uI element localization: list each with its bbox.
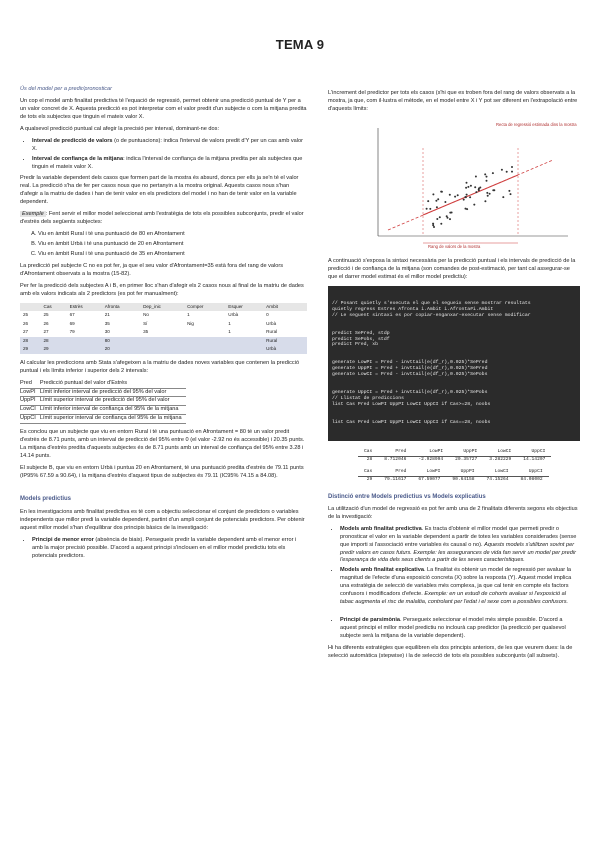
scatter-point xyxy=(449,194,451,196)
list-item: • Interval de predicció de valors (o de puntuacions): indica l'interval de valors predit d'Y per un cas amb valor X. xyxy=(32,138,307,154)
scatter-point xyxy=(475,175,477,177)
table-row: UppPI Límit superior interval de predicció del 95% del valor xyxy=(20,397,186,406)
scatter-point xyxy=(433,226,435,228)
table-row: 28 8.712046 -2.928994 20.35727 3.282229 14.14207 xyxy=(366,456,546,462)
paragraph: L'increment del predictor per tots els casos (s'hi que es troben fora del rang de valors observats a la mostra, ja que, com il·lustra el mètode, en el model entre X i Y pot ser diferent en l'extrapolació entre d'aquests límits: xyxy=(328,90,578,112)
list-item: • Models amb finalitat explicativa. La finalitat és obtenir un model de regressió per avaluar la magnitud de l'efecte d'una exposició concreta (X) sobre la resposta (Y). Aquest model implica una estratègia de selecció de variables més complexa, ja que cal tenir en compte els factors confusors i modificadors d'efecte. Exemple: en un estudi de cohorts avaluar si l'exposició al tabac augmenta el risc de malaltia, controlant per l'edat i el sexe com a possibles confusors. xyxy=(340,567,580,607)
scatter-point xyxy=(466,208,468,210)
example-paragraph: Exemple : Fent servir el millor model seleccionat amb l'estratègia de tots els possibles subconjunts, predir el valor d'estrès dels següents subjectes: xyxy=(20,211,304,226)
scatter-point xyxy=(484,173,486,175)
scatter-point xyxy=(465,187,467,189)
scatter-point xyxy=(427,200,429,202)
scatter-point xyxy=(484,200,486,202)
table-row: Pred Predicció puntual del valor d'Estrès xyxy=(20,380,186,388)
scatter-point xyxy=(429,208,431,210)
paragraph: Predir la variable dependent dels casos que formen part de la mostra és absurd, doncs per ells ja se'n té el valor real. La predicció s'ha de fer per casos nous que no pertanyin a la mostra original. Aquests casos nous s'han d'afegir a la matriu de dades i han de tenir valor en els predictors del model i no han de tenir valor en la variable dependent. xyxy=(20,175,299,206)
stata-data-table: Cas Estrès Afronta Dep_inic Comper Esquer Ambit 25 25 67 21 No 1 Urbà 0 26 26 69 35 Sí Nig 1 Urbà 27 27 79 30 35 1 Rural 28 28 80 Rural 29 29 20 Urbà xyxy=(20,303,307,354)
scatter-point xyxy=(446,215,448,217)
regression-line xyxy=(423,175,518,215)
list-item: • Principi de menor error (absència de biaix). Persegueix predir la variable dependent amb el menor error i amb la major precisió possible. D'acord a aquest principi s'inclouen en el millor model predictiu tots els potencials predictors. xyxy=(32,537,307,561)
paragraph: Per fer la predicció dels subjectes A i B, en primer lloc s'han d'afegir els 2 casos nous al final de la matriu de dades amb els valors indicats als 2 predictors (es pot fer manualment): xyxy=(20,282,304,297)
scatter-point xyxy=(469,196,471,198)
scatter-point xyxy=(435,200,437,202)
scatter-point xyxy=(444,201,446,203)
interval-list xyxy=(20,138,307,172)
section-heading-models-comparison: Distinció entre Models predictius vs Models explicatius xyxy=(328,494,486,501)
scatter-point xyxy=(464,196,466,198)
scatter-label-top: Recta de regressió estimada dins la mostra xyxy=(496,121,577,127)
table-row: 28 28 80 Rural xyxy=(20,337,307,346)
paragraph: A continuació s'exposa la sintaxi necessària per la predicció puntual i els intervals de predicció de la predicció i de confiança de la mitjana (son comandes de post-estimació, per tant cal assegurar-se que el darrer model estimat és el millor model predictiu): xyxy=(328,257,576,280)
section-heading-prediction: Ús del model per a predir/pronosticar xyxy=(20,86,113,92)
list-item: B. Viu en àmbit Urbà i té una puntuació de 20 en Afrontament xyxy=(38,241,307,249)
scatter-point xyxy=(479,186,481,188)
page-title: TEMA 9 xyxy=(275,37,325,52)
paragraph: Hi ha diferents estratègies que equilibren els dos principis anteriors, de les que veurem dues: la de selecció automàtica (stepwise) i la de selecció de tots els possibles subconjunts (all subsets). xyxy=(328,644,573,659)
scatter-point xyxy=(470,185,472,187)
table-row: UppCI Límit superior interval de confiança del 95% de la mitjana xyxy=(20,415,186,424)
scatter-point xyxy=(475,191,477,193)
list-item: A. Viu en àmbit Rural i té una puntuació de 80 en Afrontament xyxy=(38,231,307,239)
scatter-point xyxy=(502,196,504,198)
scatter-point xyxy=(436,206,438,208)
scatter-point xyxy=(492,172,494,174)
scatter-point xyxy=(474,186,476,188)
scatter-point xyxy=(440,190,442,192)
scatter-point xyxy=(473,203,475,205)
table-row: LowCI Límit inferior interval de confiança del 95% de la mitjana xyxy=(20,406,186,415)
scatter-point xyxy=(501,169,503,171)
table-row: LowPI Límit inferior interval de predicció del 95% del valor xyxy=(20,388,186,397)
left-column xyxy=(20,86,307,565)
scatter-point xyxy=(449,218,451,220)
principle-list-2 xyxy=(328,617,580,641)
list-item: • Models amb finalitat predictiva. Es tracta d'obtenir el millor model que permeti predir o pronosticar el valor en la variable dependent a partir de totes les variables considerades (sense que importi si l'associació entre variables és causal o no). Aquests models s'utilitzen sovint per predir valors en casos futurs. Exemple: les assegurances de vida fan servir un model per predir l'esperança de vida dels seus clients a partir de les seves característiques. xyxy=(340,526,580,566)
scatter-label-bottom: Rang de valors de la mostra xyxy=(428,243,481,249)
paragraph: Es conclou que un subjecte que viu en entorn Rural i té una puntuació en Afrontament = 80 té un valor predit d'estrès de 8.71 punts, amb un interval de predicció del 95% entre 0 (el valor -2.92 no és accessible) i 20.35 punts. La mitjana d'estrès predita d'aquests subjectes és de 8.71 punts amb un interval de confiança del 95% entre 3.28 i 14.14 punts. xyxy=(20,429,305,460)
list-item: • Principi de parsimònia. Persegueix seleccionar el model més simple possible. D'acord a aquest principi el millor model predictiu no inclourà cap predictor (la predicció per qualsevol subjecte serà la mitjana de la variable dependent). xyxy=(340,617,580,641)
section-heading-predictive-models: Models predictius xyxy=(20,495,72,502)
scatter-point xyxy=(510,193,512,195)
scatter-point xyxy=(486,175,488,177)
scatter-point xyxy=(466,193,468,195)
scatter-point xyxy=(454,195,456,197)
list-item: C. Viu en àmbit Rural i té una puntuació de 35 en Afrontament xyxy=(38,251,307,259)
table-row: 27 27 79 30 35 1 Rural xyxy=(23,329,278,335)
scatter-point xyxy=(511,166,513,168)
output-table-case29: Cas Pred LowPI UppPI LowCI UppCI 29 79.11617 67.59077 90.64158 74.15264 84.08002 xyxy=(358,469,549,483)
model-types-list xyxy=(328,526,580,607)
output-table-case28: Cas Pred LowPI UppPI LowCI UppCI 28 8.712046 -2.928994 20.35727 3.282229 14.14207 xyxy=(358,449,551,463)
scatter-points xyxy=(426,166,513,228)
scatter-point xyxy=(508,190,510,192)
paragraph: La predicció pel subjecte C no es pot fer, ja que el seu valor d'Afrontament=35 està fora del rang de valors d'Afrontament observats a la mostra (15-82). xyxy=(20,262,284,277)
scatter-point xyxy=(492,189,494,191)
scatter-point xyxy=(466,182,468,184)
scatter-point xyxy=(467,186,469,188)
scatter-point xyxy=(436,218,438,220)
scatter-point xyxy=(487,195,489,197)
subjects-list xyxy=(20,231,307,259)
table-row: 29 29 20 Urbà xyxy=(20,345,307,354)
scatter-point xyxy=(439,216,441,218)
principle-list xyxy=(20,537,307,561)
scatter-point xyxy=(432,224,434,226)
scatter-point xyxy=(432,193,434,195)
paragraph: En les investigacions amb finalitat predictiva es té com a objectiu seleccionar el conjunt de predictors o variables independents que millor predi la variable dependent, partint d'un ampli conjunt de potencials predictors. Per obtenir aquest millor model s'han d'equilibrar dos principis bàsics de la investigació: xyxy=(20,509,305,532)
paragraph: Un cop el model amb finalitat predictiva té l'equació de regressió, permet obtenir una predicció puntual de Y per a un valor concret de X. Aquesta predicció es pot interpretar com el valor predit d'un subjecte o com la mitjana predita de tots els subjectes que tinguin el mateix valor X. xyxy=(20,97,307,120)
scatter-point xyxy=(449,211,451,213)
scatter-figure xyxy=(328,118,580,252)
paragraph: A qualsevol predicció puntual cal afegir la precisió per interval, dominant-ne dos: xyxy=(20,125,220,132)
table-row: 29 79.11617 67.59077 90.64158 74.15264 84.08002 xyxy=(366,476,543,482)
table-row: 26 26 69 35 Sí Nig 1 Urbà xyxy=(23,320,277,326)
paragraph: El subjecte B, que viu en entorn Urbà i puntua 20 en Afrontament, té una puntuació predita d'estrès de 79.11 punts (IP95% 67.59 a 90.64), i la mitjana d'estrès d'aquest tipus de subjectes és 79.11 (IC95% 74.15 a 84.08). xyxy=(20,465,304,479)
scatter-point xyxy=(440,223,442,225)
scatter-point xyxy=(478,189,480,191)
scatter-point xyxy=(426,208,428,210)
scatter-point xyxy=(486,180,488,182)
scatter-plot xyxy=(328,118,580,252)
right-column xyxy=(328,90,580,665)
stata-code-block: // Posant quietly s'executa el que el segueix sense mostrar resultats quietly regress Estres Afronta i.Ambit i.Afronta#i.Ambit // Le seguent sintaxi es por copiar-enganxar-executar sense modificar predict SePred, stdp predict SePobs, stdf predict Pred, xb generate LowPI = Pred - invttail(e(df_r),0.025)*SePred generate UppPI = Pred + invttail(e(df_r),0.025)*SePred generate LowCI = Pred - invttail(e(df_r),0.025)*SePobs generate UppCI = Pred + invttail(e(df_r),0.025)*SePobs // Llistat de prediccions list Cas Pred LowPI UppPI LowCI UppCI if Cas>=28, noobs list Cas Pred LowPI UppPI LowCI UppCI if Cas==28, noobs xyxy=(328,286,580,442)
paragraph: Al calcular les prediccions amb Stata s'afegeixen a la matriu de dades noves variables que contenen la predicció puntual i els límits inferior i superior dels 2 intervals: xyxy=(20,359,300,374)
scatter-point xyxy=(437,198,439,200)
paragraph: La utilització d'un model de regressió es pot fer amb una de 2 finalitats diferents segons els objectius de la investigació: xyxy=(328,505,578,520)
scatter-point xyxy=(463,198,465,200)
scatter-point xyxy=(511,170,513,172)
scatter-point xyxy=(506,171,508,173)
scatter-point xyxy=(486,192,488,194)
variables-table xyxy=(20,380,186,425)
table-row: 25 25 67 21 No 1 Urbà 0 xyxy=(23,312,269,318)
list-item: • Interval de confiança de la mitjana: indica l'interval de confiança de la mitjana predita per als subjectes que tinguin el mateix valor X. xyxy=(32,156,307,172)
scatter-point xyxy=(457,194,459,196)
scatter-point xyxy=(489,193,491,195)
